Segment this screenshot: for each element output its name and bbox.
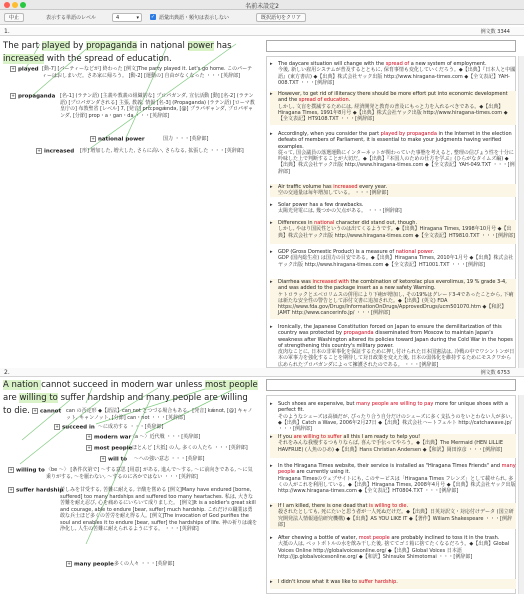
- example-item[interactable]: [270, 579, 516, 589]
- example-count: 例文数 6753: [480, 370, 510, 376]
- tree-node-most-people[interactable]: [86, 445, 132, 453]
- tree-word: increased: [44, 148, 75, 155]
- sentence-word-played[interactable]: played: [41, 41, 71, 51]
- example-item[interactable]: [270, 131, 516, 177]
- expand-icon[interactable]: +: [91, 136, 95, 141]
- triangle-right-icon: ▸: [270, 91, 273, 97]
- entry-header-1[interactable]: [0, 27, 524, 36]
- window-titlebar[interactable]: [0, 0, 524, 10]
- tree-sense: [名-1] (ラテン語) [主義や教義の組織的な] プロパガンダ, 宣伝活動 [動] [名-2] (ラテン語) [プロパガンダされる] 主張, 教義, 情報 [名-3] (Propaganda) (ラテン語) [ローマ教皇庁の] 布教聖省 [レベル] 7, [発音] prɑ̀ːpəɡǽndə, [@] プラパギャンダ, プロパギャンダ, [分節] prop・a・gan・da ・・・[英辞郎]: [60, 93, 255, 119]
- tree-sense: 多くの人々 ・・・[英辞郎]: [114, 561, 175, 567]
- tree-word: cannot: [40, 408, 62, 415]
- stop-button[interactable]: 中止: [4, 13, 24, 22]
- tree-node-increased[interactable]: [36, 148, 74, 156]
- example-jp: しかし, 文盲を撲滅するためには, 経済開発と教育の普及にもっと力を入れるべきである。◆【出典】Hiragana Times, 1991年8月号 ◆【出典】株式会社ヤック出版 http://www.hiragana-times.com ◆【全文表記】HT9108.TXT ・・・[例辞郎]: [278, 103, 508, 123]
- example-en: After chewing a bottle of water,: [278, 535, 359, 541]
- tree-node-national-power[interactable]: [90, 136, 145, 144]
- example-item[interactable]: [270, 91, 516, 125]
- source-sentence: [3, 40, 258, 66]
- sentence-word-increased[interactable]: increased: [3, 54, 45, 64]
- example-en: .: [406, 503, 409, 509]
- expand-icon[interactable]: +: [55, 424, 59, 429]
- tree-sense: [動-7] [パーティーなどが] 終わった [例文]The party played it. Let's go home. このパーティーはおしまいだ。さあ家に帰ろう。 [動-2] [運動の] 自由がなくなった ・・・[英辞郎]: [42, 66, 253, 79]
- example-match: national power: [395, 249, 433, 255]
- example-count: 例文数 3344: [480, 29, 510, 35]
- checkbox-label: 語彙出典語・頻句は表示しない: [159, 15, 230, 21]
- window-title: 名前未設定2: [245, 3, 279, 10]
- example-item[interactable]: [270, 61, 516, 85]
- expand-icon[interactable]: +: [9, 467, 13, 472]
- tree-node-willing-to[interactable]: [8, 467, 45, 475]
- tree-word: national power: [98, 136, 145, 143]
- triangle-right-icon: ▸: [270, 401, 273, 407]
- triangle-right-icon: ▸: [270, 249, 273, 255]
- sentence-segment: by: [70, 41, 87, 51]
- tree-node-succeed-in[interactable]: [54, 424, 95, 432]
- sentence-segment: are: [3, 393, 20, 403]
- triangle-right-icon: ▸: [270, 324, 273, 330]
- expand-icon[interactable]: +: [11, 93, 15, 98]
- tree-node-modern-war[interactable]: [86, 434, 131, 442]
- example-en: However, to get rid of illiteracy there should be more effort put into economic development and the: [278, 91, 508, 104]
- example-item[interactable]: [270, 220, 516, 244]
- example-match: is willing to die: [369, 503, 407, 509]
- tree-node-propaganda[interactable]: [10, 93, 55, 101]
- example-jp: GDP (国内総生産) は国力の目安である。◆【出典】Hiragana Times, 2010年1月号 ◆【出典】株式会社ヤック出版 http://www.hiragana-times.com ◆【全文表記】HT1001.TXT ・・・[例辞郎]: [278, 255, 514, 268]
- examples-scrollbar[interactable]: [518, 56, 524, 368]
- entry-number: 2.: [4, 369, 10, 376]
- example-en: character did stand out, though.: [334, 220, 418, 226]
- example-match: increased: [333, 184, 358, 190]
- sentence-word-propaganda[interactable]: propaganda: [86, 41, 138, 51]
- triangle-right-icon: ▸: [270, 61, 273, 67]
- example-en: The daycare situation will change with the: [278, 61, 386, 67]
- example-match: most people: [358, 535, 390, 541]
- example-en: If you: [278, 434, 294, 440]
- tree-sense: 〜への強い意志 ・・・[英辞郎]: [134, 456, 205, 462]
- sentence-segment: suffer hardship and many people are willing to die.: [3, 393, 248, 416]
- example-item[interactable]: [270, 535, 516, 573]
- example-item[interactable]: [270, 401, 516, 433]
- example-jp: ケトロラックとエベロリムスの併用により下痢が増加し, その19%はグレード3-4であったことから, 下痢は新たな安全性の警告として添付文書に追加された。◆【出典】(英文) FDA https://www.fda.gov/Drugs/InformationOnDrugs/ApprovedDrugs/ucm501070.htm ◆【和訳】JAMT http://www.cancerinfo.jp/ ・・・[例辞郎]: [278, 291, 514, 317]
- triangle-right-icon: ▸: [270, 463, 273, 469]
- tree-node-will-to[interactable]: [100, 456, 127, 464]
- triangle-right-icon: ▸: [270, 220, 273, 226]
- example-item[interactable]: [270, 503, 516, 529]
- example-item[interactable]: [270, 434, 516, 458]
- examples-scrollbar[interactable]: [518, 395, 524, 594]
- example-en: Solar power has a few drawbacks.: [278, 202, 364, 208]
- example-en: more for unique shoes with a perfect fit.: [278, 401, 509, 414]
- example-jp: 太陽光発電には, 幾つかの欠点がある。 ・・・[例辞郎]: [278, 208, 402, 215]
- example-en: are probably inclined to toss it in the trash.: [389, 535, 500, 541]
- example-match: spread of: [385, 61, 410, 67]
- example-filter-input[interactable]: [266, 40, 516, 52]
- tree-sense: 〈a 〜〉近代戦 ・・・[英辞郎]: [130, 434, 201, 440]
- sentence-segment: in national: [137, 41, 188, 51]
- sentence-word-most-people[interactable]: most people: [205, 380, 258, 390]
- example-item[interactable]: [270, 324, 516, 368]
- toolbar: [0, 10, 524, 25]
- triangle-right-icon: ▸: [270, 131, 273, 137]
- tree-node-many-people[interactable]: [66, 561, 114, 569]
- example-en: If I am killed, there is one dead that: [278, 503, 370, 509]
- sentence-word-cannot[interactable]: cannot: [41, 380, 71, 390]
- tree-word: succeed in: [62, 424, 95, 431]
- tree-word: many people: [74, 561, 114, 568]
- example-en: .: [432, 249, 435, 255]
- tree-word: modern war: [94, 434, 132, 441]
- tree-word: suffer hardship: [16, 487, 64, 494]
- level-label: 表示する単語のレベル: [46, 15, 97, 21]
- level-value: 4: [116, 15, 120, 21]
- expand-icon[interactable]: +: [87, 434, 91, 439]
- example-item[interactable]: [270, 463, 516, 497]
- clear-selection-button[interactable]: 既択語句をクリア: [256, 13, 306, 22]
- example-en: Differences in: [278, 220, 315, 226]
- example-match: increased with: [312, 279, 349, 285]
- tree-sense: 〈be 〜〉 [条件次第で] 〜する意思 [用意] がある, 進んで〜する, 〜に前向きである, 〜に気乗りがする, 〜を厭わない, 〜するのに吝かではない ・・・[英辞郎]: [46, 467, 253, 480]
- tree-node-played[interactable]: [10, 66, 39, 74]
- tree-sense: 国力 ・・・[英辞郎]: [163, 136, 209, 142]
- expand-icon[interactable]: +: [67, 561, 71, 566]
- example-item[interactable]: [270, 249, 516, 273]
- chevron-down-icon: ▾: [136, 15, 139, 21]
- entry-header-2[interactable]: [0, 368, 524, 377]
- sentence-word-power[interactable]: power: [187, 41, 214, 51]
- example-en: every year.: [357, 184, 388, 190]
- example-en: .: [348, 97, 351, 104]
- triangle-right-icon: ▸: [270, 503, 273, 509]
- example-jp: 従って, 国会議員の落選運動にインターネットが関わっていた事態を考えると, 整理の信ぴょう性を十分に吟味した上で判断することが大切だ。◆【出典】『本国人のための仕方を学ぶ』(ひらがなタイムズ編) ◆【出典】株式会社ヤック出版 http://www.hiragana-times.com ◆【全文表記】YAH-049.TXT ・・・[例辞郎]: [278, 149, 515, 175]
- triangle-right-icon: ▸: [270, 579, 273, 585]
- tree-sense: ほとんど [大抵] の人, 多くの人たち ・・・[英辞郎]: [132, 445, 248, 451]
- example-en: .: [396, 579, 398, 585]
- example-jp: 殺されたとしても, 死にたいと思う者が一人死ぬだけだ。◆【出典】日英対訳文・対応付けデータ (国立研究開発法人情報通信研究機構) ◆【出典】AS YOU LIKE IT ◆【著作】Wiliam Shakespeare ・・・[例辞郎]: [278, 509, 514, 528]
- expand-icon[interactable]: +: [11, 66, 15, 71]
- expand-icon[interactable]: +: [9, 487, 13, 492]
- hide-vocab-checkbox[interactable]: ✓: [150, 14, 156, 20]
- triangle-right-icon: ▸: [270, 184, 273, 190]
- tree-sense: 〜に成功する ・・・[英辞郎]: [98, 424, 164, 430]
- level-select[interactable]: [112, 13, 142, 22]
- sentence-segment: succeed in modern war unless: [70, 380, 206, 390]
- triangle-right-icon: ▸: [270, 535, 273, 541]
- triangle-right-icon: ▸: [270, 279, 273, 285]
- tree-word: will to: [108, 456, 128, 463]
- example-en: Diarrhea was: [278, 279, 313, 285]
- example-en: are currently using it.: [294, 469, 351, 476]
- example-en: I didn't know what it was like to: [278, 579, 359, 585]
- example-jp: それをみんな我慢するつもりならば, 喜んで手伝ってやろう。◆【出典】The Mermaid (HEN LILLIE HAVFRUE) (人魚のひめ) ◆【出典】Hans Christian Andersen ◆【和訳】岡田淳彦 ・・・[例辞郎]: [278, 440, 503, 453]
- tree-word: played: [18, 66, 39, 73]
- example-en: a new system of employment.: [409, 61, 487, 67]
- example-jp: しかし, やはり国民性というのは出てくるようです。◆【出典】Hiragana Times, 1998年10月号 ◆【出典】株式会社ヤック出版 http://www.hiragana-times.com ◆【全文表記】HT9810.TXT ・・・[例辞郎]: [278, 226, 515, 239]
- sentence-word-nation[interactable]: A nation: [3, 380, 42, 390]
- sentence-segment: has: [213, 41, 232, 51]
- example-jp: Hiragana Timesのウェブサイトにも, このサービスは「Hiragana Times フレンズ」として載せられ, 多くの人がこれを利用している。◆【出典】Hiragana Times, 2008年4月号 ◆【出典】株式会社ヤック出版 http://www.hiragana-times.com ◆【全文表記】HT0804.TXT ・・・[例辞郎]: [278, 475, 516, 495]
- example-jp: 皮肉なことに, 日本の非軍事化を保証するために押し付けられた日本国憲法は, 冷戦の中でワシントンが日本の軍事力を強化することを期待して対日政策を変えた後, 日本の弱体化を維持するためにモスクワから広められたプロパガンダによって擁護されたのである。 ・・・[例辞郎]: [278, 349, 515, 368]
- example-match: many people are willing to pay: [356, 401, 434, 407]
- tree-sense: [形] 増加した, 増大した, さらに高い, さらなる, 拡張した ・・・[英辞郎]: [80, 148, 244, 154]
- tree-sense: 苦しみを甘受する, 苦難に耐える, 辛酸を嘗める [例文]Many have endured [borne, suffered] too many hardships and suffered too many heartaches. 私は, 大きな苦難を耐え忍び, 心を痛めるにいちいて成りました。 [例文]It is a soldier's great skill and courage, able to endure [bear, suffer] much hardship. これだけの職業は勇敢な兵士ほど多くの苦労を耐え得る人。[例文]The invocation of God purifies the soul and enables it to endure [bear, suffer] the hardships of life. 神の祈りは魂を浄化し, 人生の苦難に耐えられるようにする。 ・・・[英辞郎]: [60, 487, 257, 532]
- triangle-right-icon: ▸: [270, 434, 273, 440]
- sentence-segment: with the spread of education.: [44, 54, 172, 64]
- example-en: Such shoes are expensive, but: [278, 401, 357, 407]
- example-match: played by propaganda: [380, 131, 437, 137]
- example-match: are willing to suffer: [293, 434, 342, 440]
- example-filter-input[interactable]: [266, 379, 516, 391]
- expand-icon[interactable]: +: [87, 445, 91, 450]
- tree-word: most people: [94, 445, 133, 452]
- example-en: disseminated from Moscow to maintain Japan's weakness after Washington altered its policies toward Japan during the Cold War in the hopes of strengthening this country's military power.: [278, 330, 513, 349]
- example-en: Accordingly, when you consider the part: [278, 131, 381, 137]
- example-en: Ironically, the Japanese Constitution forced on Japan to ensure the demilitarization of this country was protected by: [278, 324, 502, 337]
- example-match: national: [314, 220, 335, 226]
- example-match: propaganda: [343, 330, 374, 337]
- example-item[interactable]: [270, 202, 516, 215]
- expand-icon[interactable]: +: [37, 148, 41, 153]
- example-jp: 空の交通量は毎年増加している。 ・・・[例辞郎]: [278, 190, 389, 197]
- tree-node-cannot[interactable]: [32, 408, 61, 416]
- example-match: suffer hardship: [358, 579, 397, 585]
- example-en: the combination of ketorolac plus everolimus, 19 % grade 3-4, and was added to the package insert as a new safety Warning.: [278, 279, 507, 292]
- entry-number: 1.: [4, 28, 10, 35]
- example-en: In the Hiragana Times website, their service is installed as "Hiragana Times Friends" and: [278, 463, 502, 469]
- example-jp: 今後, 新しい雇用システムが普及するとともに, 保育事情も変化していくだろう。◆【出典】『日本人と中國語』(東方書店) ◆【出典】株式会社ヤック出版 http://www.hiragana-times.com ◆【全文表記】YAH-008.TXT ・・・[例辞郎]: [278, 67, 516, 86]
- example-match: many people: [278, 463, 516, 476]
- example-jp: そのようなシューズは高価だが, ぴったり合う自分だけのシューズに多く支払うのをいとわない人が多い。◆【出典】Catch a Wave, 2006年2月27日 ◆【出典】株式会社ハートフェルト http://catchawave.jp/ ・・・[例辞郎]: [278, 413, 516, 433]
- example-item[interactable]: [270, 279, 516, 319]
- example-match: spread of education: [298, 97, 349, 104]
- sentence-segment: The part: [3, 41, 42, 51]
- tree-node-suffer-hardship[interactable]: [8, 487, 63, 495]
- triangle-right-icon: ▸: [270, 202, 273, 208]
- example-en: all this I am ready to help you!: [341, 434, 421, 440]
- expand-icon[interactable]: +: [33, 408, 37, 413]
- example-en: in the Internet in the election defeats of members of Parliament, it is essential to make your judgments having verified examples.: [278, 131, 512, 150]
- example-en: Air traffic volume has: [278, 184, 334, 190]
- example-en: GDP (Gross Domestic Product) is a measure of: [278, 249, 396, 255]
- sentence-word-willing-to[interactable]: willing to: [19, 393, 58, 403]
- tree-word: propaganda: [18, 93, 56, 100]
- tree-word: willing to: [16, 467, 45, 474]
- example-item[interactable]: [270, 184, 516, 197]
- expand-icon[interactable]: +: [101, 456, 105, 461]
- tree-sense: can の否定形 ◆【語法】can not とつづる場合もある。[発音] kǽnɑt, [@] キャノット, キャンノット, [分節] can・not ・・・[英辞郎]: [66, 408, 253, 421]
- example-jp: 大抵の人は, ペットボトルの水を飲み干した後, 捨ててゴミ箱に捨てたくなるだろう。◆【出典】Global Voices Online http://globalvoicesonline.org/ ◆【出典】Global Voices 日本語 http://jp.globalvoicesonline.org/ ◆【和訳】Shinsuke Shimotomai ・・・[例辞郎]: [278, 541, 510, 560]
